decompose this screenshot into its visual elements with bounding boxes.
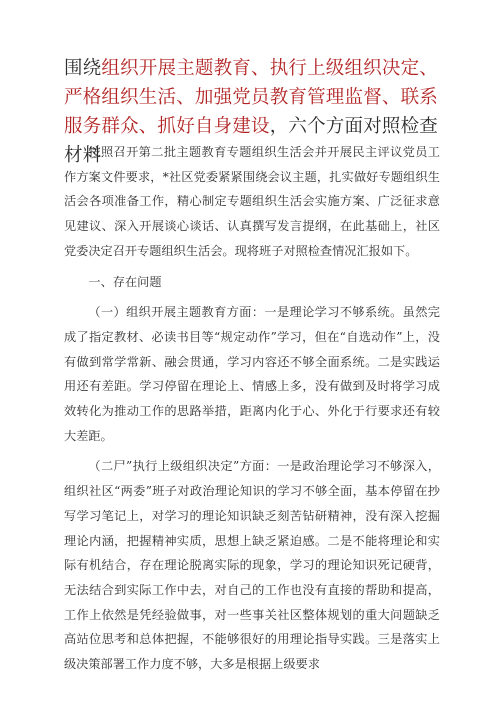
point-2-paragraph: （二尸”执行上级组织决定”方面：一是政治理论学习不够深入，组织社区“两委”班子对政治理论知识的学习不够全面，基本停留在抄写学习笔记上，对学习的理论知识缺乏刻苦钻研精神，没有深入挖掘理论内涵，把握精神实质，思想上缺乏紧迫感。二是不能将理论和实际有机结合，存在理论脱离实际的现象，学习的理论知识死记硬背，无法结合到实际工作中去，对自己的工作也没有直接的帮助和提高，工作上依然是凭经验做事，对一些事关社区整体规划的重大问题缺乏高站位思考和总体把握，不能够很好的用理论指导实践。三是落实上级决策部署工作力度不够，大多是根据上级要求 [64, 459, 440, 672]
point-1-paragraph: （一）组织开展主题教育方面：一是理论学习不够系统。虽然完成了指定教材、必读书目等“规定动作”学习，但在“自选动作”上，没有做到常学常新、融会贯通，学习内容还不够全面系统。二是实践运用还有差距。学习停留在理论上、情感上多，没有做到及时将学习成效转化为推动工作的思路举措，距离内化于心、外化于行要求还有较大差距。 [64, 305, 440, 443]
title-topic: 组织开展主题教育、执行上级组织决定、严格组织生活、加强党员教育管理监督、联系服务群众、抓好自身建设 [64, 58, 439, 137]
intro-paragraph: 按照召开第二批主题教育专题组织生活会并开展民主评议党员工作方案文件要求，*社区党委紧紧围绕会议主题，扎实做好专题组织生活会各项准备工作，精心制定专题组织生活会实施方案、广泛征求意见建议、深入开展谈心谈话、认真撰写发言提纲，在此基础上，社区党委决定召开专题组织生活会。现将班子对照检查情况汇报如下。 [64, 145, 440, 258]
document-body [64, 140, 440, 677]
section-heading-problems: 一、存在问题 [88, 274, 162, 289]
title-tail: ，六个方面对照检查材料 [64, 116, 439, 166]
title-lead: 围绕 [64, 58, 102, 79]
